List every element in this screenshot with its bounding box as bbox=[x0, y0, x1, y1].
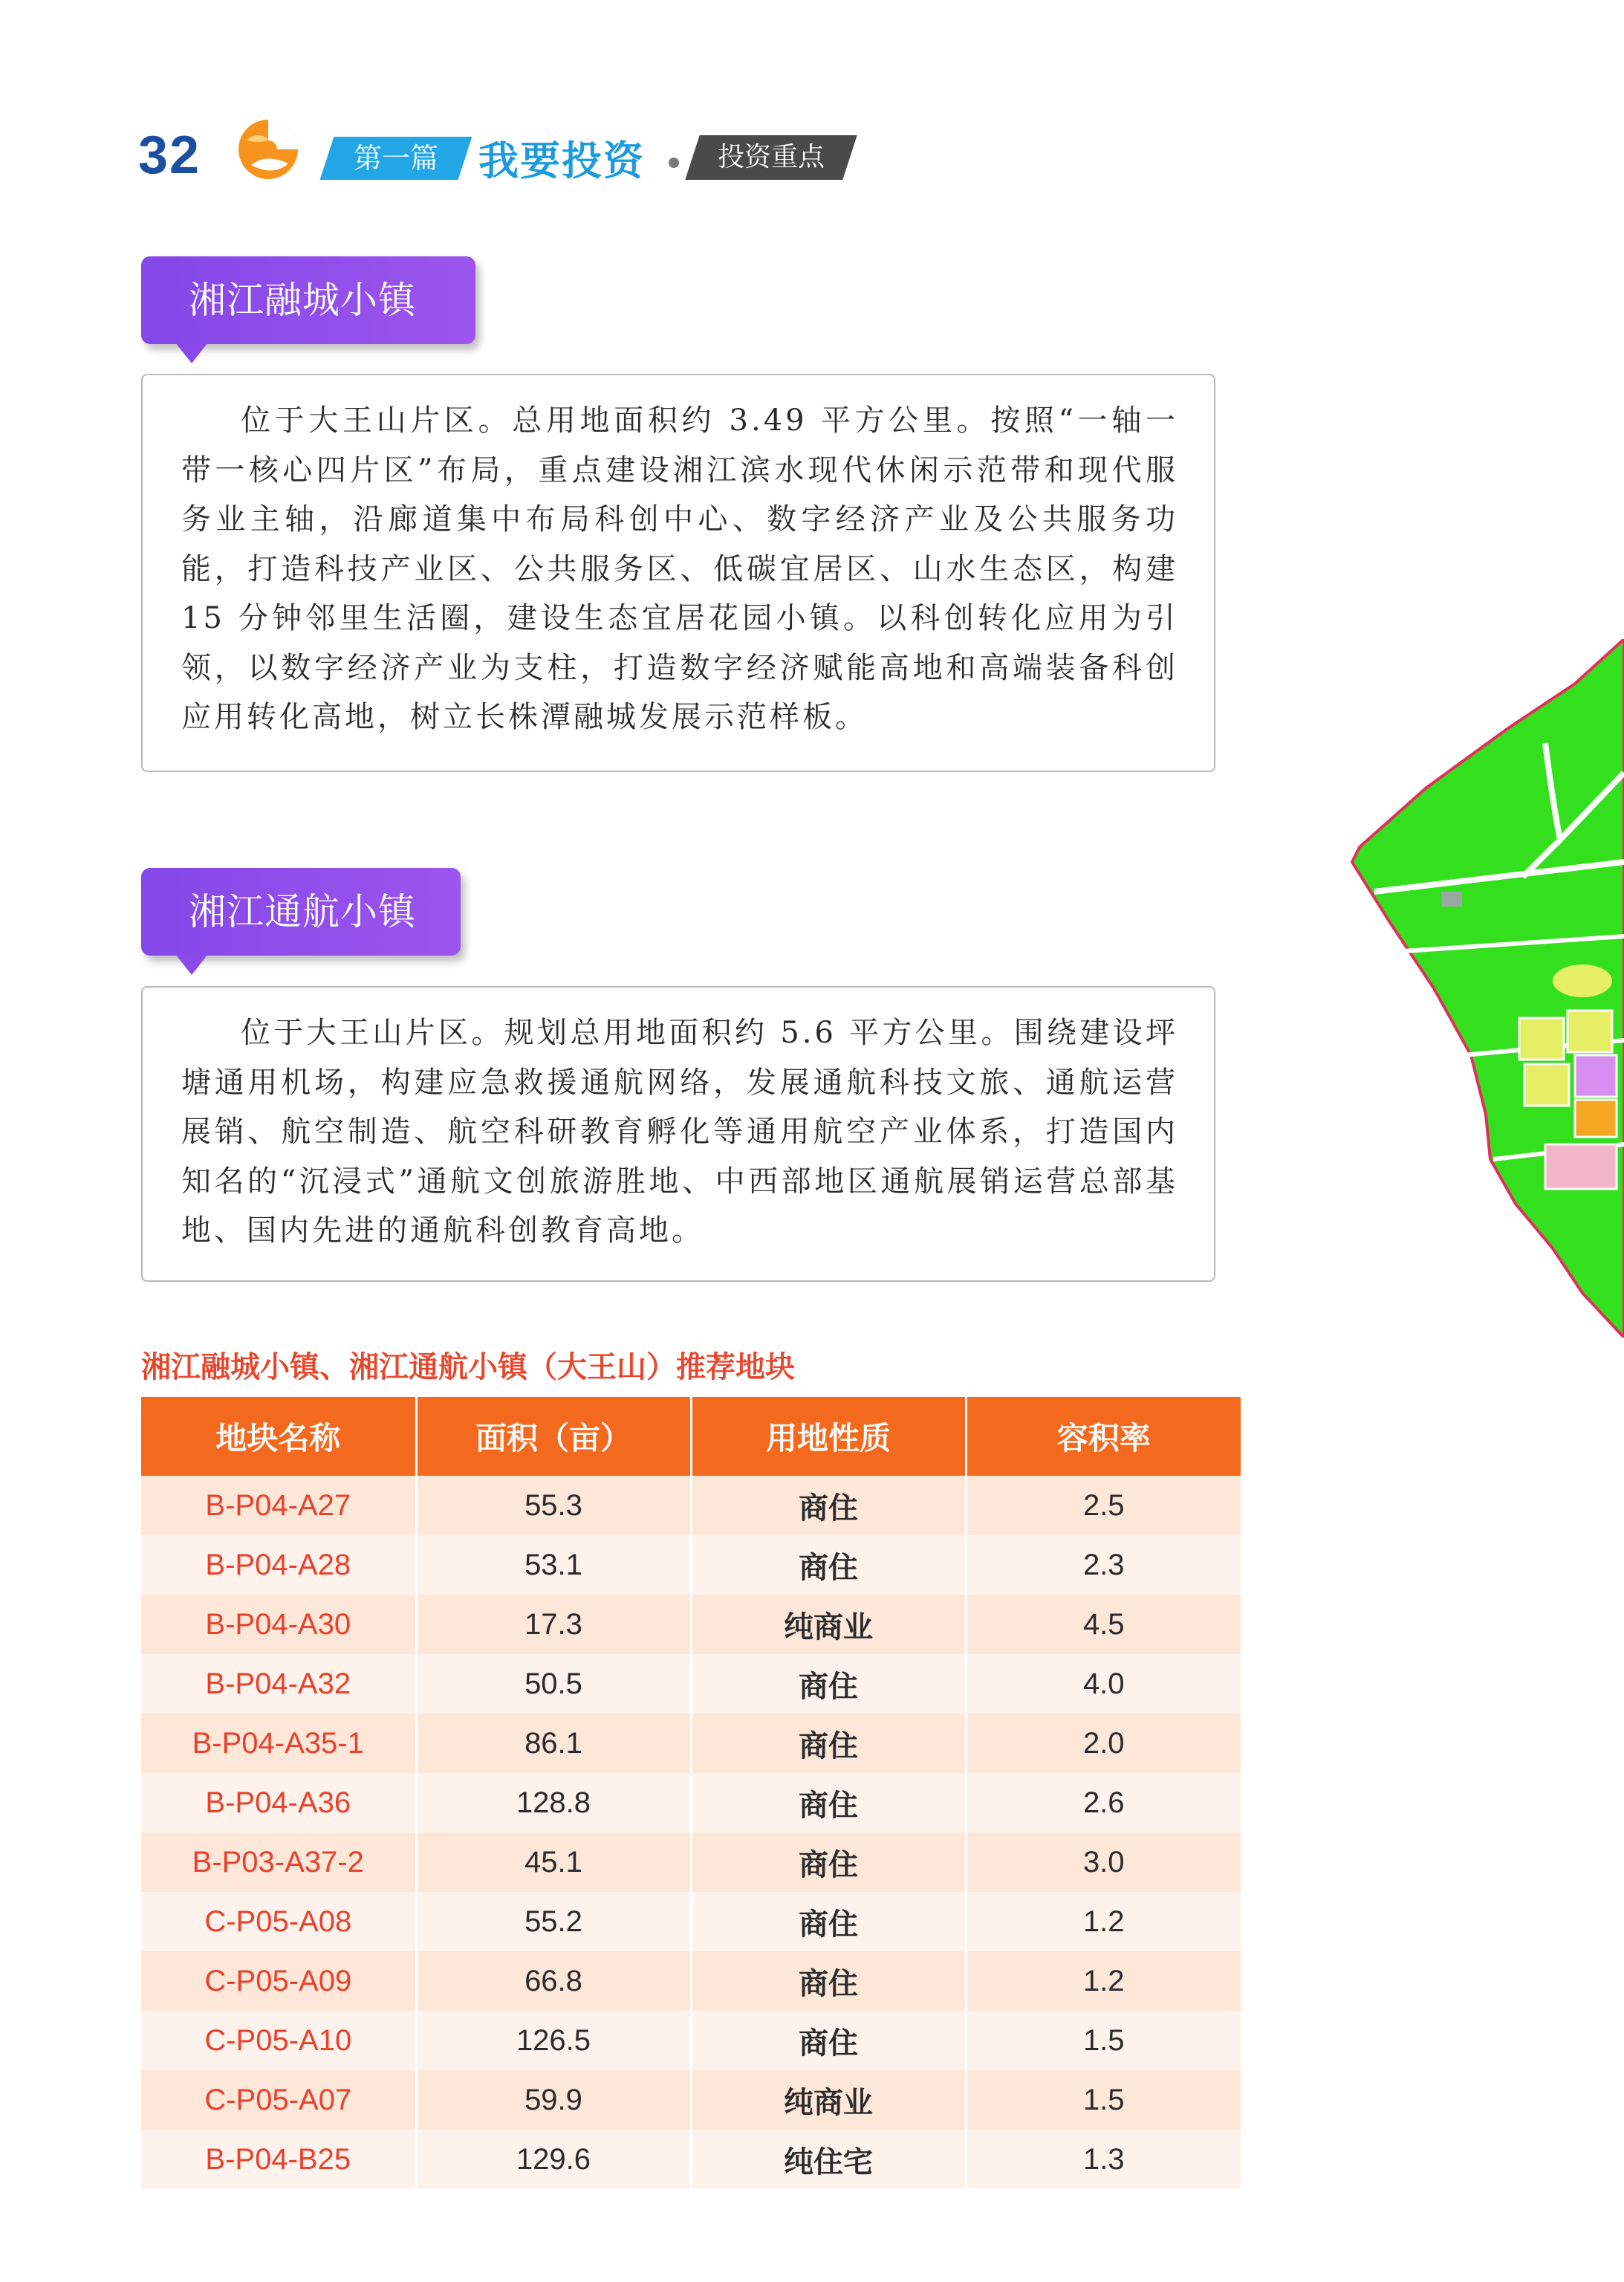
cell-plot-ratio: 2.0 bbox=[966, 1714, 1241, 1773]
table-row bbox=[141, 2130, 1241, 2189]
cell-area: 55.2 bbox=[416, 1892, 691, 1951]
cell-plot-name: C-P05-A08 bbox=[141, 1892, 416, 1951]
cell-plot-name: C-P05-A10 bbox=[141, 2011, 416, 2070]
cell-land-use: 纯商业 bbox=[691, 1595, 966, 1654]
cell-plot-name: B-P04-B25 bbox=[141, 2130, 416, 2189]
cell-land-use: 纯商业 bbox=[691, 2070, 966, 2130]
table-row bbox=[141, 1773, 1241, 1832]
sub-tag-label: 投资重点 bbox=[717, 142, 825, 172]
section-body-text: 位于大王山片区。规划总用地面积约 5.6 平方公里。围绕建设坪塘通用机场，构建应急救援通航网络，发展通航科技文旅、通航运营展销、航空制造、航空科研教育孵化等通用航空产业体系，打造国内知名的“沉浸式”通航文创旅游胜地、中西部地区通航展销运营总部基地、国内先进的通航科创教育高地。 bbox=[181, 1016, 1178, 1248]
land-use-map-fragment bbox=[1330, 639, 1624, 1338]
map-plot-grey bbox=[1441, 892, 1462, 907]
cell-plot-ratio: 4.0 bbox=[966, 1654, 1241, 1714]
map-plot-yellow bbox=[1519, 1018, 1564, 1060]
cell-plot-name: C-P05-A09 bbox=[141, 1951, 416, 2011]
sub-tag bbox=[685, 135, 857, 180]
cell-plot-name: B-P03-A37-2 bbox=[141, 1832, 416, 1892]
cell-land-use: 商住 bbox=[691, 1832, 966, 1892]
table-caption: 湘江融城小镇、湘江通航小镇（大王山）推荐地块 bbox=[141, 1350, 795, 1384]
cell-plot-ratio: 2.3 bbox=[966, 1535, 1241, 1595]
section-heading-label: 湘江通航小镇 bbox=[189, 890, 416, 933]
cell-area: 45.1 bbox=[416, 1832, 691, 1892]
cell-plot-ratio: 1.3 bbox=[966, 2130, 1241, 2189]
title-separator-dot bbox=[669, 158, 679, 168]
cell-plot-name: B-P04-A36 bbox=[141, 1773, 416, 1832]
cell-area: 126.5 bbox=[416, 2011, 691, 2070]
table-row bbox=[141, 2070, 1241, 2130]
section-heading-label: 湘江融城小镇 bbox=[189, 279, 416, 322]
header-plot-ratio: 容积率 bbox=[966, 1397, 1241, 1476]
brand-logo-icon bbox=[236, 117, 300, 181]
cell-area: 129.6 bbox=[416, 2130, 691, 2189]
cell-plot-name: B-P04-A35-1 bbox=[141, 1714, 416, 1773]
section-body-box-tonghang bbox=[141, 986, 1215, 1282]
header-land-use: 用地性质 bbox=[691, 1397, 966, 1476]
cell-area: 55.3 bbox=[416, 1476, 691, 1535]
cell-area: 53.1 bbox=[416, 1535, 691, 1595]
cell-plot-ratio: 3.0 bbox=[966, 1832, 1241, 1892]
map-plot-yellow bbox=[1553, 965, 1612, 997]
map-plot-yellow bbox=[1568, 1011, 1612, 1052]
cell-plot-name: B-P04-A32 bbox=[141, 1654, 416, 1714]
table-row bbox=[141, 1476, 1241, 1535]
cell-land-use: 商住 bbox=[691, 1654, 966, 1714]
section-tag-label: 第一篇 bbox=[353, 142, 438, 175]
cell-plot-ratio: 2.5 bbox=[966, 1476, 1241, 1535]
chapter-title: 我要投资 bbox=[478, 137, 645, 184]
cell-plot-name: B-P04-A30 bbox=[141, 1595, 416, 1654]
section-heading-tonghang bbox=[141, 868, 461, 956]
cell-plot-ratio: 1.5 bbox=[966, 2070, 1241, 2130]
cell-plot-ratio: 1.2 bbox=[966, 1892, 1241, 1951]
table-row bbox=[141, 1595, 1241, 1654]
table-row bbox=[141, 1654, 1241, 1714]
header-plot-name: 地块名称 bbox=[141, 1397, 416, 1476]
table-row bbox=[141, 1892, 1241, 1951]
table-header-row bbox=[141, 1397, 1241, 1476]
cell-plot-ratio: 1.5 bbox=[966, 2011, 1241, 2070]
cell-land-use: 商住 bbox=[691, 1714, 966, 1773]
recommended-plots-table bbox=[141, 1397, 1241, 2189]
table-row bbox=[141, 1535, 1241, 1595]
section-heading-rongcheng bbox=[141, 256, 475, 344]
section-body-box-rongcheng bbox=[141, 374, 1215, 772]
cell-area: 128.8 bbox=[416, 1773, 691, 1832]
cell-land-use: 纯住宅 bbox=[691, 2130, 966, 2189]
cell-area: 86.1 bbox=[416, 1714, 691, 1773]
cell-plot-ratio: 2.6 bbox=[966, 1773, 1241, 1832]
cell-land-use: 商住 bbox=[691, 1951, 966, 2011]
table-row bbox=[141, 1951, 1241, 2011]
cell-plot-ratio: 1.2 bbox=[966, 1951, 1241, 2011]
cell-plot-name: B-P04-A28 bbox=[141, 1535, 416, 1595]
cell-plot-name: C-P05-A07 bbox=[141, 2070, 416, 2130]
cell-plot-name: B-P04-A27 bbox=[141, 1476, 416, 1535]
table-row bbox=[141, 1832, 1241, 1892]
map-plot-pink bbox=[1545, 1144, 1617, 1189]
cell-area: 59.9 bbox=[416, 2070, 691, 2130]
page-number: 32 bbox=[138, 126, 201, 185]
cell-land-use: 商住 bbox=[691, 2011, 966, 2070]
table-row bbox=[141, 2011, 1241, 2070]
table-row bbox=[141, 1714, 1241, 1773]
cell-plot-ratio: 4.5 bbox=[966, 1595, 1241, 1654]
header-area: 面积（亩） bbox=[416, 1397, 691, 1476]
map-plot-yellow bbox=[1524, 1064, 1569, 1106]
cell-area: 66.8 bbox=[416, 1951, 691, 2011]
cell-land-use: 商住 bbox=[691, 1535, 966, 1595]
map-plot-violet bbox=[1575, 1055, 1617, 1097]
section-tag bbox=[320, 137, 472, 180]
section-body-text: 位于大王山片区。总用地面积约 3.49 平方公里。按照“一轴一带一核心四片区”布局，重点建设湘江滨水现代休闲示范带和现代服务业主轴，沿廊道集中布局科创中心、数字经济产业及公共服务功能，打造科技产业区、公共服务区、低碳宜居区、山水生态区，构建 15 分钟邻里生活圈，建设生态宜居花园小镇。以科创转化应用为引领，以数字经济产业为支柱，打造数字经济赋能高地和高端装备科创应用转化高地，树立长株潭融城发展示范样板。 bbox=[181, 403, 1178, 734]
cell-area: 17.3 bbox=[416, 1595, 691, 1654]
cell-land-use: 商住 bbox=[691, 1892, 966, 1951]
map-plot-orange bbox=[1575, 1100, 1617, 1137]
cell-land-use: 商住 bbox=[691, 1773, 966, 1832]
cell-land-use: 商住 bbox=[691, 1476, 966, 1535]
cell-area: 50.5 bbox=[416, 1654, 691, 1714]
